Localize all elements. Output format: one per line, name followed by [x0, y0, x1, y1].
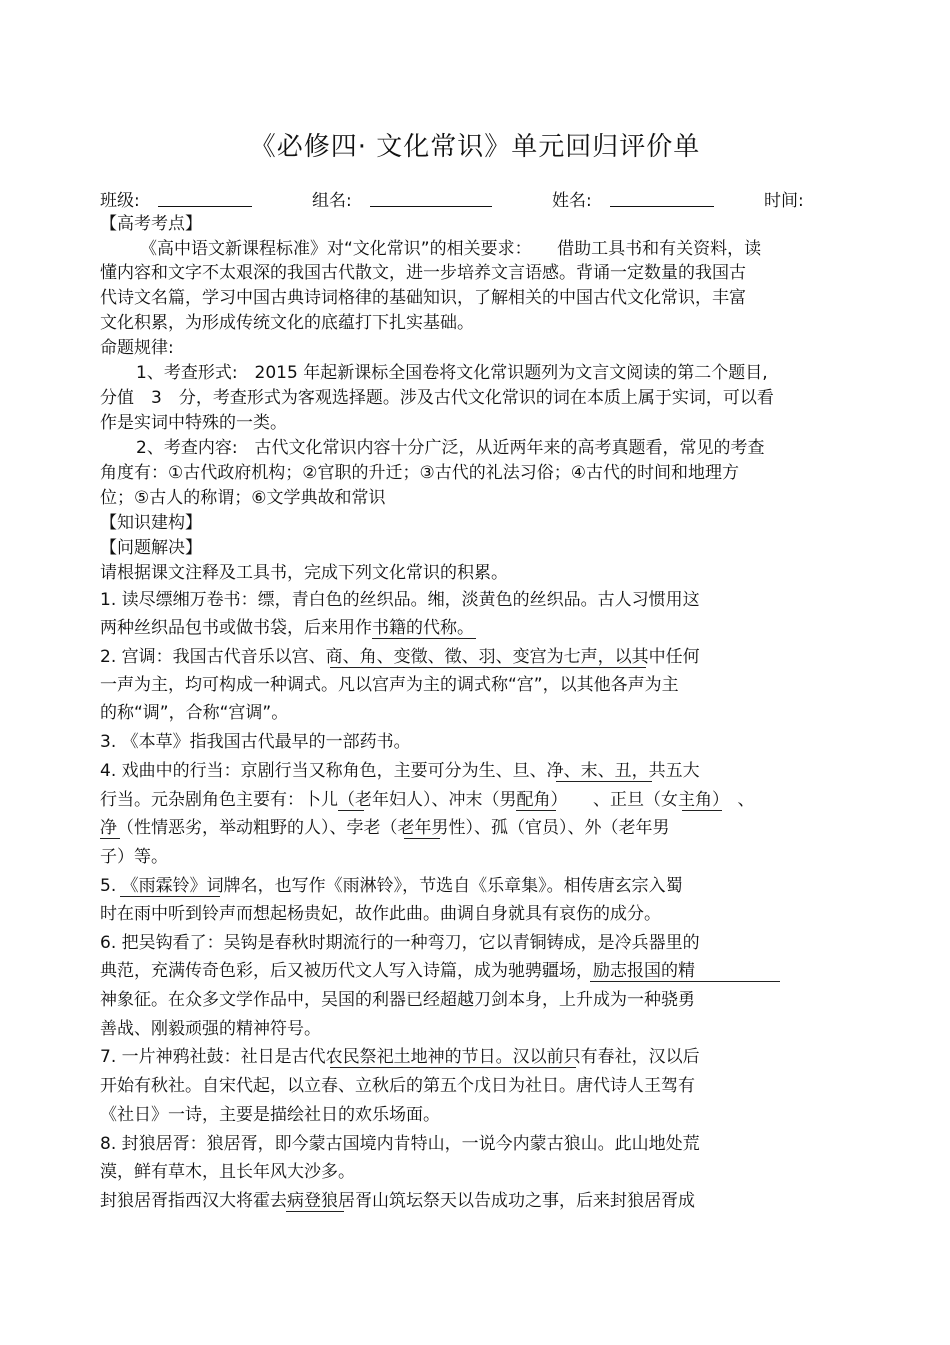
- name-blank[interactable]: [610, 206, 714, 207]
- item-line: 净（性情恶劣，举动粗野的人）、孛老（老年男性）、孤（官员）、外（老年男: [100, 818, 670, 838]
- underline-mark: [286, 1211, 344, 1212]
- instruction-line: 请根据课文注释及工具书，完成下列文化常识的积累。: [100, 563, 508, 583]
- class-blank[interactable]: [158, 206, 252, 207]
- underline-mark: [516, 810, 556, 811]
- item-line: 一声为主，均可构成一种调式。凡以宫声为主的调式称“宫”，以其他各声为主: [100, 675, 679, 695]
- paragraph-line: 位；⑤古人的称谓；⑥文学典故和常识: [100, 488, 386, 508]
- item-line: 1. 读尽缥缃万卷书：缥，青白色的丝织品。缃，淡黄色的丝织品。古人习惯用这: [100, 590, 700, 610]
- underline-mark: [100, 838, 120, 839]
- item-line: 两种丝织品包书或做书袋，后来用作书籍的代称。: [100, 618, 474, 638]
- class-label: 班级:: [100, 191, 140, 211]
- paragraph-line: 1、考查形式: 2015 年起新课标全国卷将文化常识题列为文言文阅读的第二个题目,: [136, 363, 768, 383]
- item-line: 《社日》一诗，主要是描绘社日的欢乐场面。: [100, 1105, 440, 1125]
- item-line: 8. 封狼居胥：狼居胥，即今蒙古国境内肯特山，一说今内蒙古狼山。此山地处荒: [100, 1134, 700, 1154]
- paragraph-line: 分值 3 分，考查形式为客观选择题。涉及古代文化常识的词在本质上属于实词，可以看: [100, 388, 774, 408]
- paragraph-line: 代诗文名篇，学习中国古典诗词格律的基础知识，了解相关的中国古代文化常识，丰富: [100, 288, 746, 308]
- underline-mark: [330, 1067, 576, 1068]
- section-heading-knowledge: 【知识建构】: [100, 513, 202, 533]
- item-line: 5. 《雨霖铃》词牌名，也写作《雨淋铃》，节选自《乐章集》。相传唐玄宗入蜀: [100, 876, 683, 896]
- paragraph-line: 2、考查内容: 古代文化常识内容十分广泛，从近两年来的高考真题看，常见的考查: [136, 438, 765, 458]
- underline-mark: [404, 838, 440, 839]
- item-line: 封狼居胥指西汉大将霍去病登狼居胥山筑坛祭天以告成功之事，后来封狼居胥成: [100, 1191, 695, 1211]
- section-heading-problems: 【问题解决】: [100, 538, 202, 558]
- underline-mark: [372, 638, 476, 639]
- underline-mark: [338, 810, 364, 811]
- name-label: 姓名:: [552, 191, 592, 211]
- item-line: 行当。元杂剧角色主要有：卜儿（老年妇人）、冲末（男配角） 、正旦（女主角） 、: [100, 790, 755, 810]
- page-title: 《必修四· 文化常识》单元回归评价单: [249, 132, 701, 162]
- underline-mark: [682, 810, 722, 811]
- paragraph-line: 作是实词中特殊的一类。: [100, 413, 287, 433]
- section-heading-exam-points: 【高考考点】: [100, 214, 202, 234]
- underline-mark: [590, 981, 780, 982]
- item-line: 子）等。: [100, 847, 168, 867]
- paragraph-line: 角度有：①古代政府机构；②官职的升迁；③古代的礼法习俗；④古代的时间和地理方: [100, 463, 739, 483]
- item-line: 4. 戏曲中的行当：京剧行当又称角色，主要可分为生、旦、净、末、丑，共五大: [100, 761, 700, 781]
- item-line: 神象征。在众多文学作品中，吴国的利器已经超越刀剑本身，上升成为一种骁勇: [100, 990, 695, 1010]
- paragraph-line: 懂内容和文字不太艰深的我国古代散文，进一步培养文言语感。背诵一定数量的我国古: [100, 263, 746, 283]
- underline-mark: [556, 781, 652, 782]
- group-blank[interactable]: [370, 206, 492, 207]
- paragraph-line: 《高中语文新课程标准》对“文化常识”的相关要求： 借助工具书和有关资料，读: [140, 239, 762, 259]
- underline-mark: [120, 896, 220, 897]
- paragraph-line: 文化积累，为形成传统文化的底蕴打下扎实基础。: [100, 313, 474, 333]
- item-line: 善战、刚毅顽强的精神符号。: [100, 1019, 321, 1039]
- underline-mark: [330, 667, 646, 668]
- item-line: 开始有秋社。自宋代起，以立春、立秋后的第五个戊日为社日。唐代诗人王驾有: [100, 1076, 695, 1096]
- section-heading-rules: 命题规律:: [100, 338, 174, 358]
- header-fields: [100, 186, 860, 216]
- item-line: 漠，鲜有草木，且长年风大沙多。: [100, 1162, 355, 1182]
- item-line: 2. 宫调：我国古代音乐以宫、商、角、变徵、徵、羽、变宫为七声，以其中任何: [100, 647, 700, 667]
- item-line: 3. 《本草》指我国古代最早的一部药书。: [100, 732, 411, 752]
- item-line: 时在雨中听到铃声而想起杨贵妃，故作此曲。曲调自身就具有哀伤的成分。: [100, 904, 661, 924]
- group-label: 组名:: [312, 191, 352, 211]
- item-line: 典范，充满传奇色彩，后又被历代文人写入诗篇，成为驰骋疆场，励志报国的精: [100, 961, 695, 981]
- item-line: 的称“调”，合称“宫调”。: [100, 703, 289, 723]
- item-line: 7. 一片神鸦社鼓：社日是古代农民祭祀土地神的节日。汉以前只有春社，汉以后: [100, 1047, 700, 1067]
- time-label: 时间:: [764, 191, 804, 211]
- item-line: 6. 把吴钩看了：吴钩是春秋时期流行的一种弯刀，它以青铜铸成，是冷兵器里的: [100, 933, 700, 953]
